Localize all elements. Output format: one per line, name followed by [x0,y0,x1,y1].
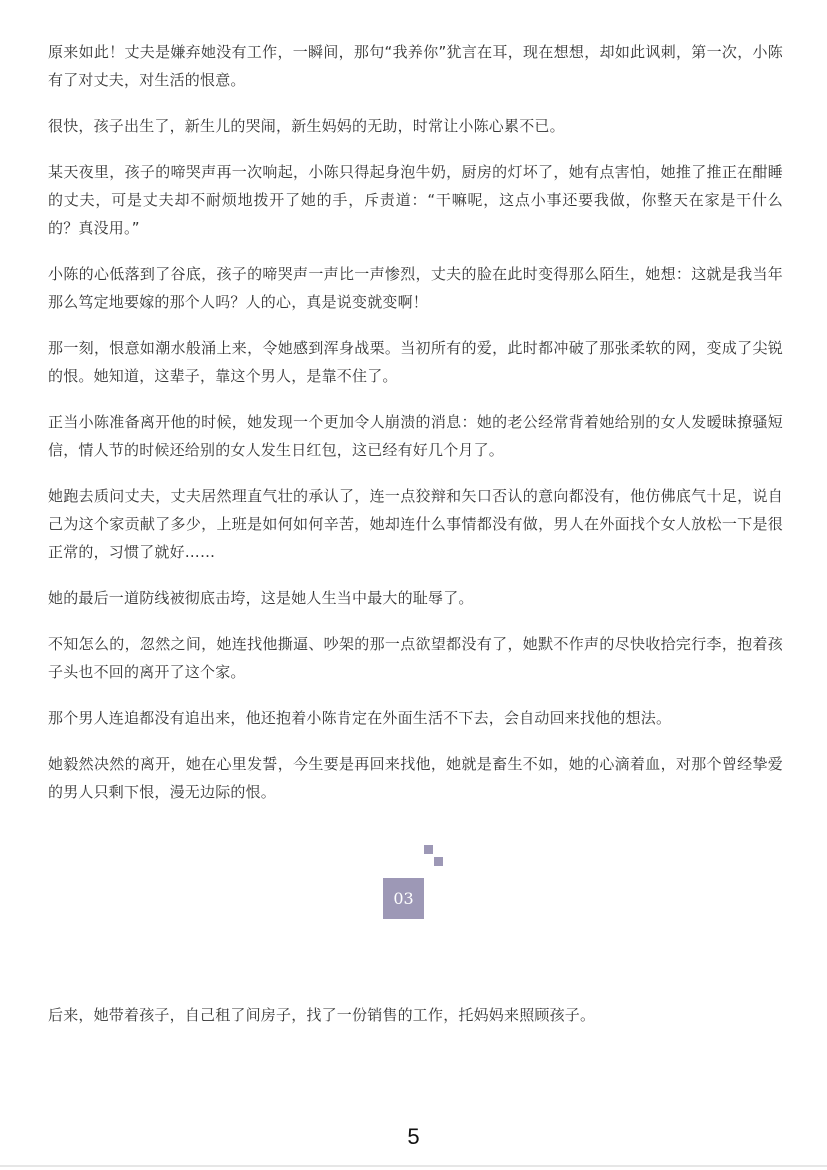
paragraph: 正当小陈准备离开他的时候，她发现一个更加令人崩溃的消息：她的老公经常背着她给别的女人发暧昧撩骚短信，情人节的时候还给别的女人发生日红包，这已经有好几个月了。 [48,413,783,459]
paragraph: 不知怎么的，忽然之间，她连找他撕逼、吵架的那一点欲望都没有了，她默不作声的尽快收拾完行李，抱着孩子头也不回的离开了这个家。 [48,635,783,681]
paragraph: 小陈的心低落到了谷底，孩子的啼哭声一声比一声惨烈，丈夫的脸在此时变得那么陌生，她想：这就是我当年那么笃定地要嫁的那个人吗？人的心，真是说变就变啊！ [48,265,783,311]
decorative-square [424,845,433,854]
paragraph: 她跑去质问丈夫，丈夫居然理直气壮的承认了，连一点狡辩和矢口否认的意向都没有，他仿佛底气十足，说自己为这个家贡献了多少，上班是如何如何辛苦，她却连什么事情都没有做，男人在外面找个女人放松一下是很正常的，习惯了就好…… [48,487,783,561]
section-body [48,1001,783,1047]
paragraph: 很快，孩子出生了，新生儿的哭闹，新生妈妈的无助，时常让小陈心累不已。 [48,117,565,135]
paragraph: 原来如此！丈夫是嫌弃她没有工作，一瞬间，那句“我养你”犹言在耳，现在想想，却如此讽刺，第一次，小陈有了对丈夫，对生活的恨意。 [48,43,783,89]
section-number-badge: 03 [383,878,424,919]
paragraph: 她的最后一道防线被彻底击垮，这是她人生当中最大的耻辱了。 [48,589,474,607]
section-marker [383,842,427,922]
page-number: 5 [407,1124,420,1149]
decorative-square [434,857,443,866]
paragraph: 后来，她带着孩子，自己租了间房子，找了一份销售的工作，托妈妈来照顾孩子。 [48,1006,596,1024]
article-body [48,38,783,824]
paragraph: 那一刻，恨意如潮水般涌上来，令她感到浑身战栗。当初所有的爱，此时都冲破了那张柔软的网，变成了尖锐的恨。她知道，这辈子，靠这个男人，是靠不住了。 [48,339,783,385]
paragraph: 某天夜里，孩子的啼哭声再一次响起，小陈只得起身泡牛奶，厨房的灯坏了，她有点害怕，她推了推正在酣睡的丈夫，可是丈夫却不耐烦地拨开了她的手，斥责道：“干嘛呢，这点小事还要我做，你整天在家是干什么的？真没用。” [48,163,783,237]
paragraph: 她毅然决然的离开，她在心里发誓，今生要是再回来找他，她就是畜生不如，她的心滴着血，对那个曾经挚爱的男人只剩下恨，漫无边际的恨。 [48,755,783,801]
paragraph: 那个男人连追都没有追出来，他还抱着小陈肯定在外面生活不下去，会自动回来找他的想法。 [48,709,672,727]
page-bottom-divider [0,1165,827,1167]
